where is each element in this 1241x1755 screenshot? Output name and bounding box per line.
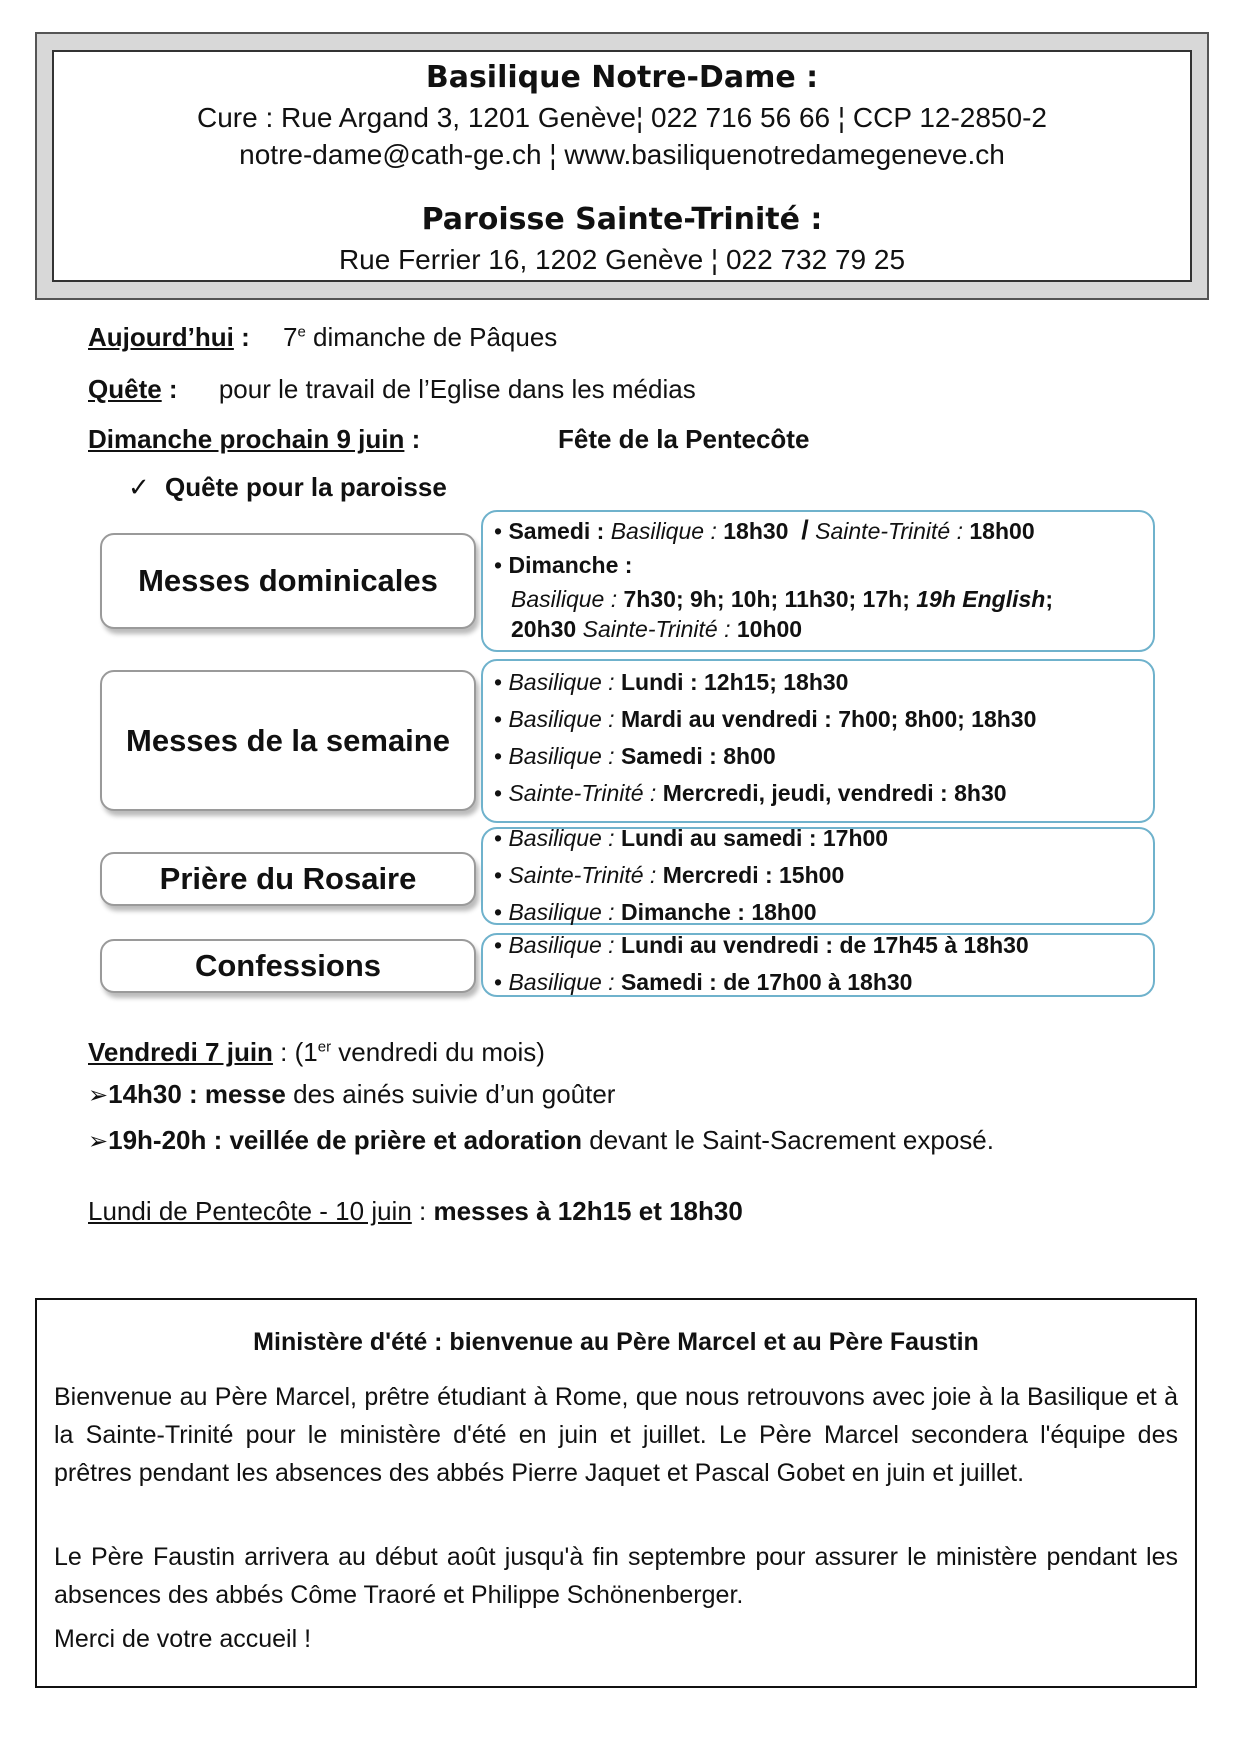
today-line [88,322,557,353]
quete-label: Quête [88,374,162,404]
today-sup: e [297,323,306,341]
confessions-row: • Basilique : Lundi au vendredi : de 17h45 à 18h30 [494,932,1029,958]
rosaire-row: • Basilique : Dimanche : 18h00 [494,899,817,925]
friday-item: ➢19h-20h : veillée de prière et adoration devant le Saint-Sacrement exposé. [88,1125,994,1155]
today-text: dimanche de Pâques [305,322,558,352]
basilique-contact: notre-dame@cath-ge.ch ¦ www.basiliquenotredamegeneve.ch [239,139,1005,170]
quete-text: pour le travail de l’Eglise dans les médias [218,374,696,404]
today-label: Aujourd’hui [88,322,234,352]
quete-line [88,374,696,405]
today-num: 7 [282,322,298,352]
friday-rest: vendredi du mois) [331,1037,545,1067]
semaine-row: • Sainte-Trinité : Mercredi, jeudi, vendredi : 8h30 [494,780,1007,806]
next-sunday-line [88,424,420,455]
ministry-box [35,1298,1197,1688]
label-messes-dominicales: Messes dominicales [100,533,476,629]
paroisse-title: Paroisse Sainte-Trinité : [421,202,823,237]
friday-label: Vendredi 7 juin [88,1037,273,1067]
dominicales-sunday-basilique: Basilique : 7h30; 9h; 10h; 11h30; 17h; 19h English; [511,586,1054,612]
arrow-bullet-icon: ➢ [88,1082,109,1109]
label-priere-rosaire: Prière du Rosaire [100,852,476,906]
next-sunday-sep: : [404,424,421,454]
label-messes-semaine: Messes de la semaine [100,670,476,811]
today-sep: : [233,322,250,352]
ministry-paragraph: Bienvenue au Père Marcel, prêtre étudiant à Rome, que nous retrouvons avec joie à la Basilique et à la Sainte-Trinité pour le ministère d'été en juin et juillet. Le Père Marcel secondera l'équipe des prêtres pendant les absences des abbés Pierre Jaquet et Pascal Gobet en juin et juillet. [54,1383,1178,1487]
next-sunday-text: Fête de la Pentecôte [558,424,810,454]
ministry-closing: Merci de votre accueil ! [54,1625,312,1653]
monday-label: Lundi de Pentecôte - 10 juin [88,1196,412,1226]
friday-sep: : (1 [272,1037,318,1067]
semaine-row: • Basilique : Lundi : 12h15; 18h30 [494,669,849,695]
next-sunday-label: Dimanche prochain 9 juin [88,424,405,454]
monday-sep: : [411,1196,434,1226]
dominicales-sunday-trinite: 20h30 Sainte-Trinité : 10h00 [511,616,803,642]
check-icon: ✓ [128,472,150,502]
arrow-bullet-icon: ➢ [88,1128,109,1155]
ministry-paragraph: Le Père Faustin arrivera au début août jusqu'à fin septembre pour assurer le ministère pendant les absences des abbés Côme Traoré et Philippe Schönenberger. [54,1543,1178,1609]
header-box [52,50,1192,282]
rosaire-row: • Basilique : Lundi au samedi : 17h00 [494,825,889,851]
friday-line [88,1037,545,1068]
next-sunday-item [128,472,447,503]
friday-sup: er [317,1038,332,1056]
basilique-address: Cure : Rue Argand 3, 1201 Genève¦ 022 716 56 66 ¦ CCP 12-2850-2 [197,102,1047,133]
rosaire-row: • Sainte-Trinité : Mercredi : 15h00 [494,862,845,888]
dominicales-saturday: • Samedi : Basilique : 18h30 / Sainte-Trinité : 18h00 [494,515,1035,545]
semaine-row: • Basilique : Mardi au vendredi : 7h00; 8h00; 18h30 [494,706,1037,732]
basilique-title: Basilique Notre-Dame : [425,60,819,95]
monday-line [88,1196,743,1227]
next-sunday-item-text: Quête pour la paroisse [165,472,447,502]
quete-sep: : [161,374,178,404]
dominicales-sunday: • Dimanche : [494,552,633,578]
monday-text: messes à 12h15 et 18h30 [433,1196,743,1226]
friday-item: ➢14h30 : messe des ainés suivie d’un goûter [88,1079,616,1109]
paroisse-address: Rue Ferrier 16, 1202 Genève ¦ 022 732 79 25 [338,244,906,275]
label-confessions: Confessions [100,939,476,993]
confessions-row: • Basilique : Samedi : de 17h00 à 18h30 [494,969,913,995]
ministry-title: Ministère d'été : bienvenue au Père Marcel et au Père Faustin [253,1328,979,1356]
semaine-row: • Basilique : Samedi : 8h00 [494,743,776,769]
